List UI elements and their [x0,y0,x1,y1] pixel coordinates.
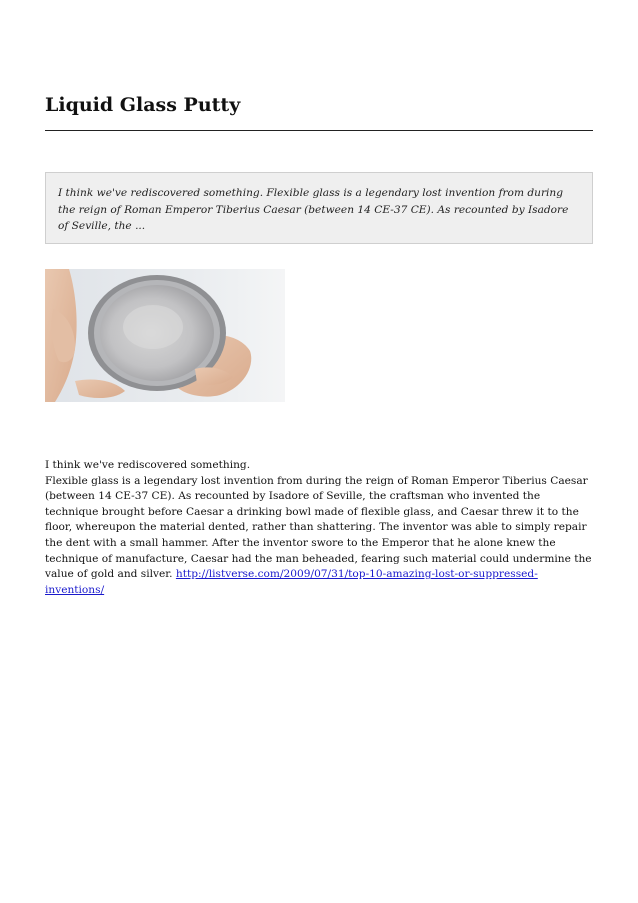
article-body [45,458,595,598]
excerpt-text: I think we've rediscovered something. Flexible glass is a legendary lost invention from during the reign of Roman Emperor Tiberius Caesar (between 14 CE-37 CE). As recounted by Isadore of Seville, the ... [58,187,569,232]
source-link[interactable]: http://listverse.com/2009/07/31/top-10-amazing-lost-or-suppressed-inventions/ [45,568,538,596]
body-paragraph: Flexible glass is a legendary lost invention from during the reign of Roman Emperor Tiberius Caesar (between 14 CE-37 CE). As recounted by Isadore of Seville, the craftsman who invented the technique brought before Caesar a drinking bowl made of flexible glass, and Caesar threw it to the floor, whereupon the material dented, rather than shattering. The inventor was able to simply repair the dent with a small hammer. After the inventor swore to the Emperor that he alone knew the technique of manufacture, Caesar had the man beheaded, fearing such material could undermine the value of gold and silver. [45,474,592,581]
article-photo [45,269,285,402]
page-title: Liquid Glass Putty [45,94,241,116]
body-lead: I think we've rediscovered something. [45,459,251,471]
excerpt-box [45,172,593,244]
title-divider [45,130,593,131]
